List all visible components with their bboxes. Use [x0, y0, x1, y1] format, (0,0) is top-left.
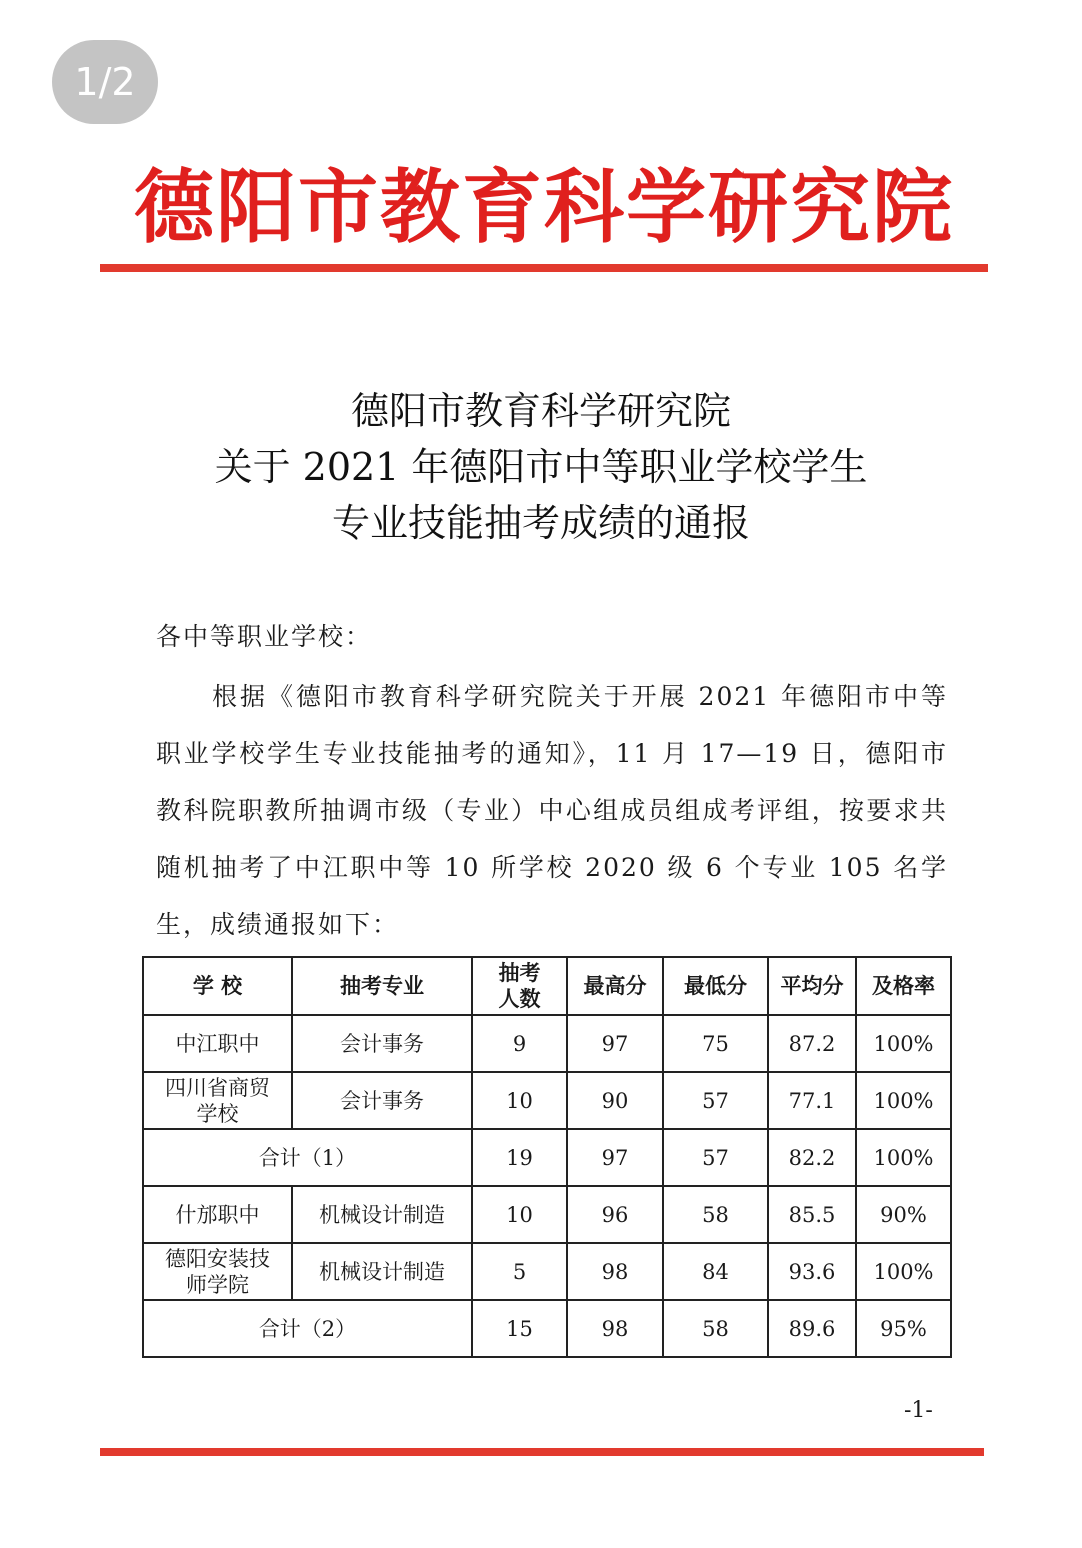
cell-min: 58 — [663, 1186, 768, 1243]
header-pass: 及格率 — [856, 957, 951, 1015]
table-row — [143, 1243, 951, 1300]
masthead: 德阳市教育科学研究院 — [134, 161, 954, 254]
cell-school: 什邡职中 — [143, 1186, 292, 1243]
table-header-row — [143, 957, 951, 1015]
cell-count: 5 — [472, 1243, 567, 1300]
header-min: 最低分 — [663, 957, 768, 1015]
cell-major: 会计事务 — [292, 1015, 472, 1072]
header-school: 学 校 — [143, 957, 292, 1015]
cell-avg: 77.1 — [768, 1072, 856, 1129]
cell-count: 9 — [472, 1015, 567, 1072]
subtotal-row — [143, 1129, 951, 1186]
header-avg: 平均分 — [768, 957, 856, 1015]
table-row — [143, 1072, 951, 1129]
cell-pass: 95% — [856, 1300, 951, 1357]
cell-subtotal-label: 合计（2） — [143, 1300, 472, 1357]
cell-avg: 87.2 — [768, 1015, 856, 1072]
title-line-1: 德阳市教育科学研究院 — [350, 389, 731, 433]
cell-avg: 85.5 — [768, 1186, 856, 1243]
page-indicator-badge: 1/2 — [52, 40, 158, 124]
cell-max: 98 — [567, 1243, 663, 1300]
cell-count: 10 — [472, 1186, 567, 1243]
cell-major: 机械设计制造 — [292, 1243, 472, 1300]
header-count-line1: 抽考 — [498, 960, 541, 985]
cell-count: 15 — [472, 1300, 567, 1357]
table-row — [143, 1186, 951, 1243]
cell-min: 57 — [663, 1129, 768, 1186]
cell-min: 84 — [663, 1243, 768, 1300]
cell-school: 中江职中 — [143, 1015, 292, 1072]
document-title — [120, 383, 962, 551]
cell-max: 97 — [567, 1129, 663, 1186]
cell-avg: 89.6 — [768, 1300, 856, 1357]
title-line-2: 关于 2021 年德阳市中等职业学校学生 — [214, 445, 868, 489]
subtotal-row — [143, 1300, 951, 1357]
cell-avg: 93.6 — [768, 1243, 856, 1300]
masthead-rule — [100, 264, 988, 272]
cell-max: 98 — [567, 1300, 663, 1357]
title-line-3: 专业技能抽考成绩的通报 — [331, 501, 750, 545]
cell-school-text: 德阳安装技师学院 — [165, 1246, 270, 1297]
cell-min: 75 — [663, 1015, 768, 1072]
header-major: 抽考专业 — [292, 957, 472, 1015]
cell-school — [143, 1243, 292, 1300]
cell-school-text: 四川省商贸学校 — [165, 1075, 270, 1126]
cell-major: 机械设计制造 — [292, 1186, 472, 1243]
footer-rule — [100, 1448, 984, 1456]
body-paragraph: 根据《德阳市教育科学研究院关于开展 2021 年德阳市中等职业学校学生专业技能抽考的通知》，11 月 17—19 日，德阳市教科院职教所抽调市级（专业）中心组成员组成考评组，按要求共随机抽考了中江职中等 10 所学校 2020 级 6 个专业 105 名学生，成绩通报如下： — [156, 682, 948, 939]
cell-pass: 90% — [856, 1186, 951, 1243]
page-number: -1- — [904, 1398, 933, 1423]
cell-min: 58 — [663, 1300, 768, 1357]
header-count-line2: 人数 — [498, 986, 541, 1011]
cell-pass: 100% — [856, 1015, 951, 1072]
table-row — [143, 1015, 951, 1072]
cell-school — [143, 1072, 292, 1129]
cell-major: 会计事务 — [292, 1072, 472, 1129]
header-max: 最高分 — [567, 957, 663, 1015]
cell-max: 97 — [567, 1015, 663, 1072]
cell-max: 90 — [567, 1072, 663, 1129]
cell-pass: 100% — [856, 1129, 951, 1186]
cell-subtotal-label: 合计（1） — [143, 1129, 472, 1186]
cell-avg: 82.2 — [768, 1129, 856, 1186]
cell-pass: 100% — [856, 1072, 951, 1129]
cell-pass: 100% — [856, 1243, 951, 1300]
scores-table — [142, 956, 952, 1358]
cell-min: 57 — [663, 1072, 768, 1129]
cell-count: 19 — [472, 1129, 567, 1186]
cell-max: 96 — [567, 1186, 663, 1243]
header-count — [472, 957, 567, 1015]
salutation: 各中等职业学校： — [156, 622, 373, 651]
cell-count: 10 — [472, 1072, 567, 1129]
